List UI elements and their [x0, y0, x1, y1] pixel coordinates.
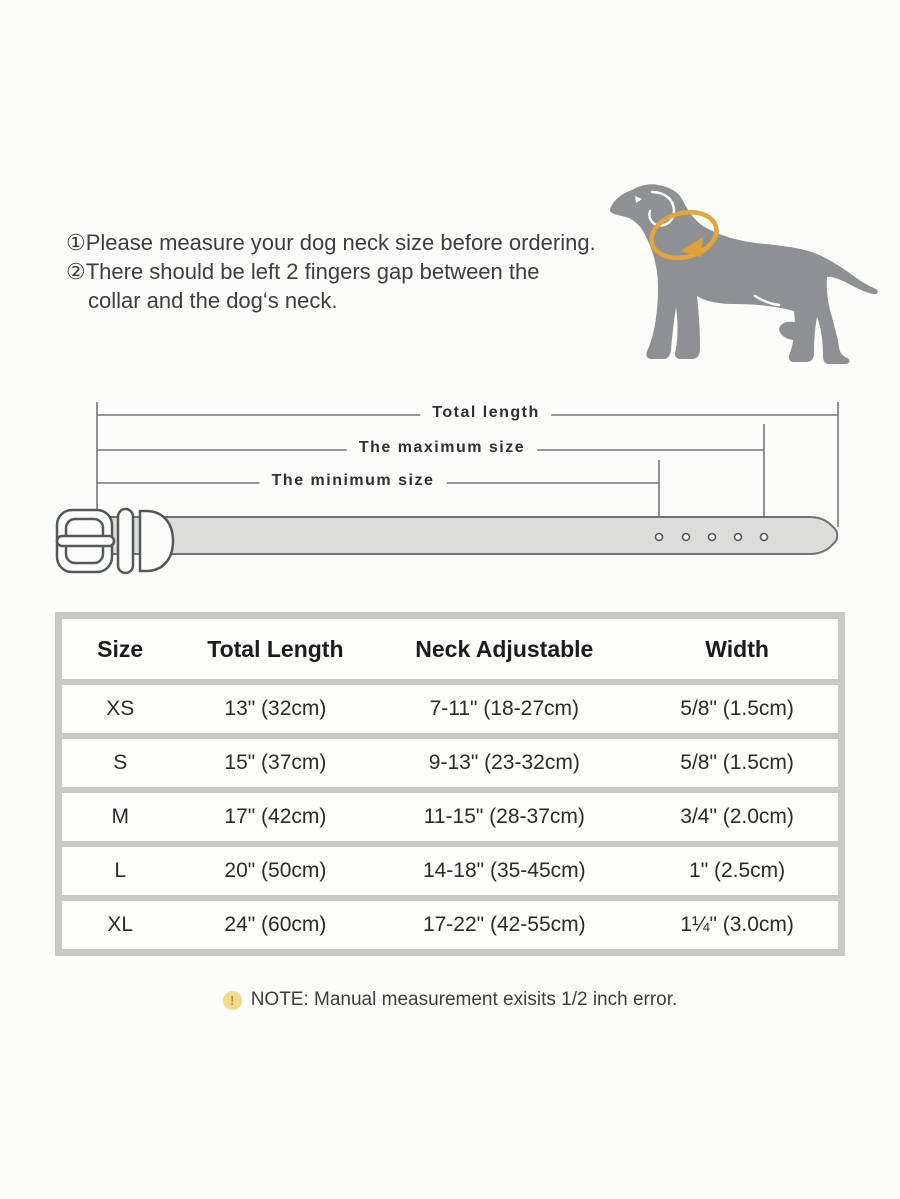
- cell-size: S: [113, 751, 128, 774]
- note-text: NOTE: Manual measurement exisits 1/2 inch error.: [250, 989, 678, 1010]
- cell-neck-adjustable: 14-18" (35-45cm): [422, 859, 586, 882]
- maximum-size-label: The maximum size: [347, 439, 537, 457]
- table-row-l: [62, 847, 838, 895]
- cell-width: 1¼" (3.0cm): [680, 913, 794, 936]
- strap-loop: [140, 511, 173, 571]
- collar-diagram: [0, 395, 900, 595]
- dog-illustration: [595, 165, 885, 395]
- table-row-xs: [62, 685, 838, 733]
- header-neck-adjustable: Neck Adjustable: [415, 635, 594, 662]
- table-row-m: [62, 793, 838, 841]
- cell-neck-adjustable: 17-22" (42-55cm): [422, 913, 586, 936]
- instruction-line-1: ①Please measure your dog neck size before ordering.: [66, 230, 596, 255]
- cell-width: 3/4" (2.0cm): [680, 805, 794, 828]
- buckle-prong: [57, 536, 114, 546]
- cell-total-length: 13" (32cm): [224, 697, 327, 720]
- instruction-line-3: collar and the dog‘s neck.: [88, 288, 338, 313]
- size-table: [55, 612, 845, 956]
- collar-strap: [96, 517, 837, 554]
- collar-hole: [735, 534, 742, 541]
- cell-total-length: 24" (60cm): [224, 913, 327, 936]
- minimum-size-label: The minimum size: [260, 472, 447, 490]
- collar-hole: [709, 534, 716, 541]
- header-width: Width: [705, 635, 769, 662]
- instruction-line-2: ②There should be left 2 fingers gap between the: [66, 259, 540, 284]
- header-total-length: Total Length: [207, 635, 344, 662]
- cell-neck-adjustable: 9-13" (23-32cm): [428, 751, 580, 774]
- collar-hole: [656, 534, 663, 541]
- total-length-label: Total length: [420, 404, 551, 422]
- table-row-xl: [62, 901, 838, 949]
- cell-size: XS: [106, 697, 135, 720]
- cell-size: XL: [107, 913, 134, 936]
- cell-total-length: 17" (42cm): [224, 805, 327, 828]
- table-row-s: [62, 739, 838, 787]
- instructions: [66, 228, 606, 315]
- collar-hole: [683, 534, 690, 541]
- cell-width: 5/8" (1.5cm): [680, 751, 794, 774]
- table-header-row: [62, 619, 838, 679]
- cell-total-length: 20" (50cm): [224, 859, 327, 882]
- measurement-note: [0, 989, 900, 1011]
- cell-width: 1" (2.5cm): [689, 859, 786, 882]
- cell-size: L: [114, 859, 127, 882]
- cell-width: 5/8" (1.5cm): [680, 697, 794, 720]
- collar-hole: [761, 534, 768, 541]
- header-size: Size: [97, 635, 144, 662]
- cell-neck-adjustable: 7-11" (18-27cm): [429, 697, 580, 720]
- cell-total-length: 15" (37cm): [224, 751, 327, 774]
- exclamation-circle-icon: !: [223, 991, 242, 1010]
- cell-size: M: [111, 805, 129, 828]
- cell-neck-adjustable: 11-15" (28-37cm): [423, 805, 585, 828]
- strap-keeper: [118, 509, 133, 573]
